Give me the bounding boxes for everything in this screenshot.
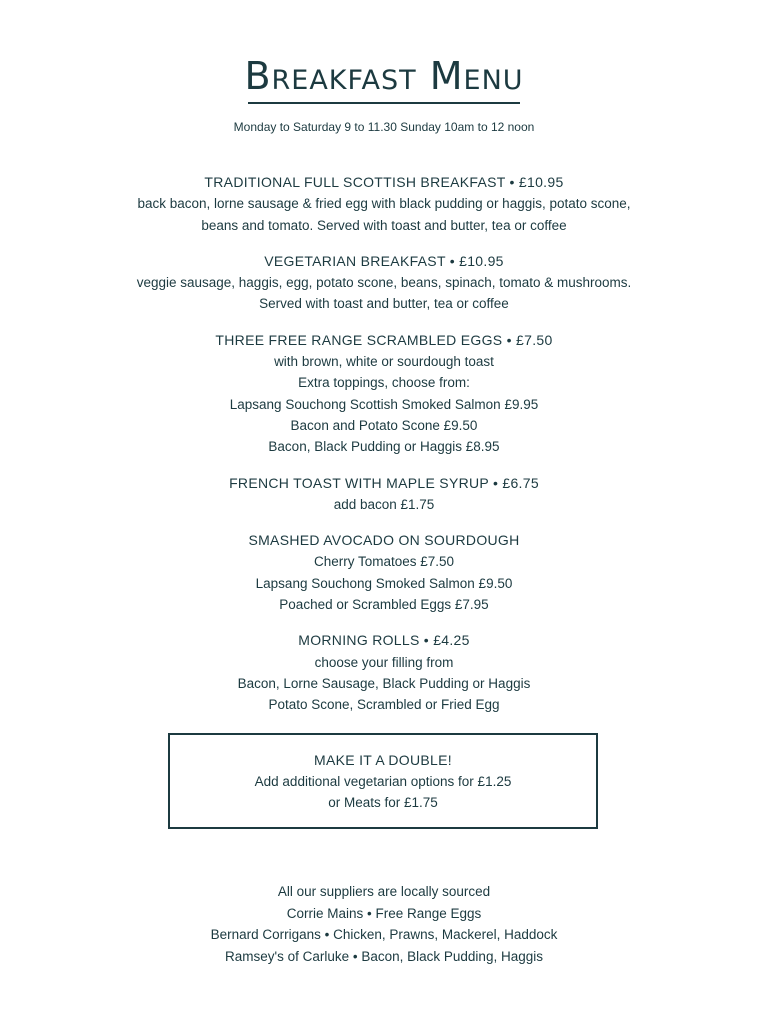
section-line: Poached or Scrambled Eggs £7.95 xyxy=(279,597,489,613)
section-heading: MORNING ROLLS • £4.25 xyxy=(298,632,470,649)
supplier-line: Bernard Corrigans • Chicken, Prawns, Mackerel, Haddock xyxy=(210,927,558,942)
section-heading: SMASHED AVOCADO ON SOURDOUGH xyxy=(248,532,520,549)
menu-section-scrambled-eggs xyxy=(0,330,768,458)
section-line: with brown, white or sourdough toast xyxy=(274,354,494,370)
menu-section-smashed-avocado xyxy=(0,530,768,615)
section-heading: TRADITIONAL FULL SCOTTISH BREAKFAST • £10.95 xyxy=(204,174,564,190)
section-line: Lapsang Souchong Smoked Salmon £9.50 xyxy=(255,575,513,591)
menu-sections xyxy=(0,172,768,731)
section-line: choose your filling from xyxy=(314,654,454,670)
section-heading: FRENCH TOAST WITH MAPLE SYRUP • £6.75 xyxy=(229,474,539,491)
menu-section-full-scottish xyxy=(0,172,768,236)
section-line: Potato Scone, Scrambled or Fried Egg xyxy=(268,697,500,713)
double-line: or Meats for £1.75 xyxy=(328,795,438,810)
suppliers-intro: All our suppliers are locally sourced xyxy=(277,884,491,899)
section-line: veggie sausage, haggis, egg, potato scone, beans, spinach, tomato & mushrooms. xyxy=(136,275,632,291)
supplier-line: Ramsey's of Carluke • Bacon, Black Pudding, Haggis xyxy=(225,948,543,964)
make-it-a-double-box xyxy=(168,733,598,829)
double-heading: MAKE IT A DOUBLE! xyxy=(314,752,452,768)
section-line: Bacon, Black Pudding or Haggis £8.95 xyxy=(268,439,500,455)
title-underline xyxy=(248,102,520,104)
menu-section-morning-rolls xyxy=(0,630,768,715)
section-line: back bacon, lorne sausage & fried egg with black pudding or haggis, potato scone, xyxy=(137,196,631,212)
section-heading: THREE FREE RANGE SCRAMBLED EGGS • £7.50 xyxy=(215,331,553,348)
section-line: Extra toppings, choose from: xyxy=(298,375,470,391)
menu-section-french-toast xyxy=(0,473,768,516)
opening-hours: Monday to Saturday 9 to 11.30 Sunday 10am to 12 noon xyxy=(233,120,535,134)
section-heading: VEGETARIAN BREAKFAST • £10.95 xyxy=(264,252,504,269)
suppliers-list xyxy=(0,881,768,967)
section-line: beans and tomato. Served with toast and butter, tea or coffee xyxy=(201,217,567,233)
section-line: Cherry Tomatoes £7.50 xyxy=(313,554,455,570)
section-line: Bacon and Potato Scone £9.50 xyxy=(290,417,478,433)
section-line: Lapsang Souchong Scottish Smoked Salmon £9.95 xyxy=(229,396,539,412)
section-line: add bacon £1.75 xyxy=(333,496,435,512)
menu-section-vegetarian xyxy=(0,251,768,315)
section-line: Served with toast and butter, tea or coffee xyxy=(259,296,509,312)
supplier-line: Corrie Mains • Free Range Eggs xyxy=(286,905,482,921)
page-title: Breakfast Menu xyxy=(244,54,524,98)
double-line: Add additional vegetarian options for £1.25 xyxy=(254,774,512,789)
section-line: Bacon, Lorne Sausage, Black Pudding or Haggis xyxy=(237,675,531,691)
